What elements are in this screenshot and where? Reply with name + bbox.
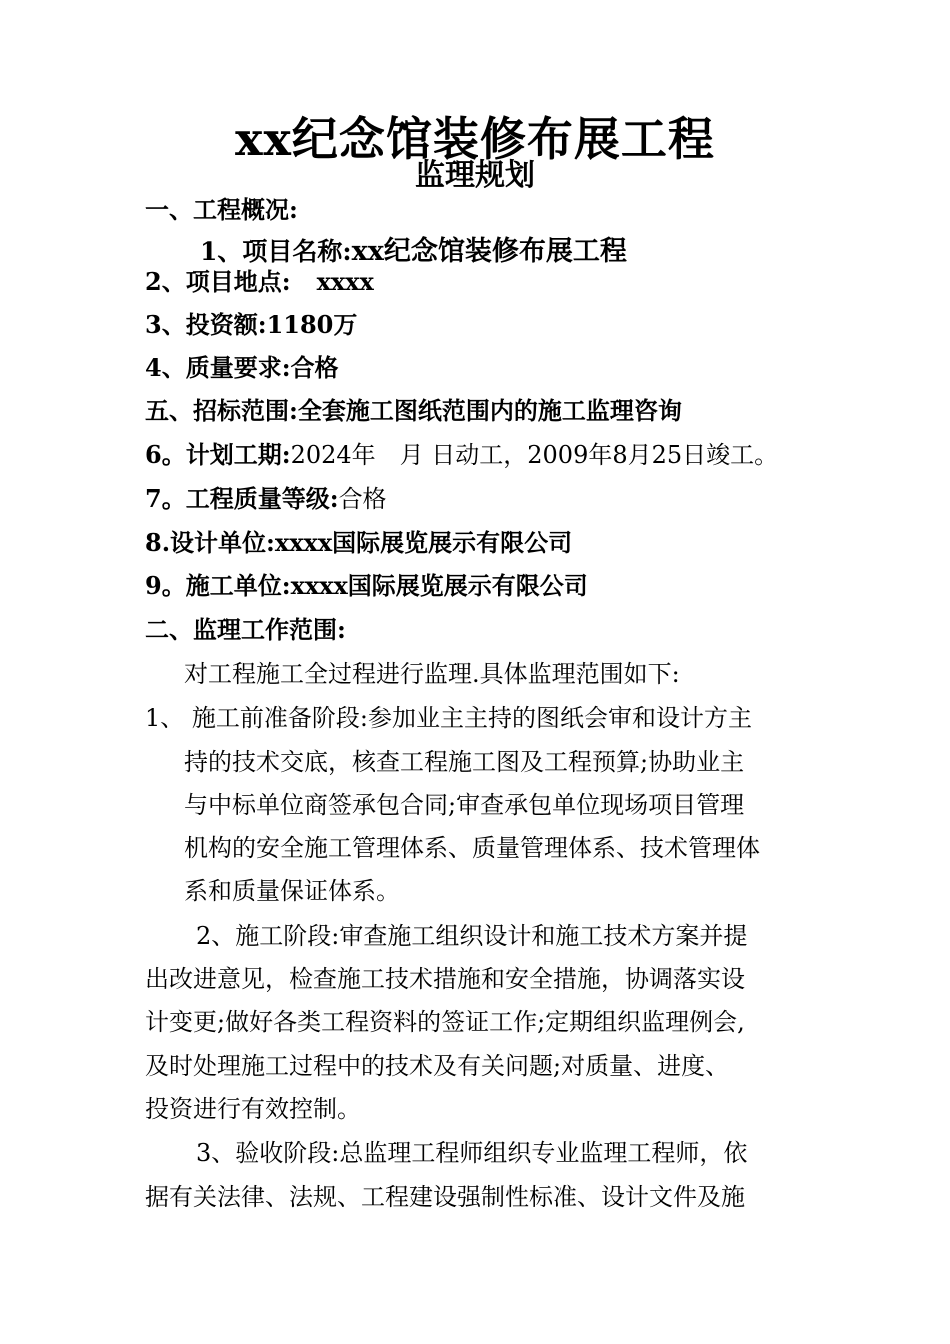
info-row-location xyxy=(145,268,374,297)
stage3-line: 3、验收阶段:总监理工程师组织专业监理工程师，依 xyxy=(196,1139,748,1167)
info-label: 1、项目名称: xyxy=(200,237,352,266)
info-label: 五、招标范围: xyxy=(145,396,298,425)
info-row-schedule xyxy=(145,441,778,470)
info-label: 8.设计单位: xyxy=(145,528,275,557)
info-row-construction-unit xyxy=(145,572,588,601)
stage1-line: 1、 施工前准备阶段:参加业主主持的图纸会审和设计方主 xyxy=(145,704,752,732)
info-value: 合格 xyxy=(338,485,387,513)
stage2-line: 计变更;做好各类工程资料的签证工作;定期组织监理例会, xyxy=(145,1008,745,1036)
stage2-line: 2、施工阶段:审查施工组织设计和施工技术方案并提 xyxy=(196,922,748,950)
info-row-design-unit xyxy=(145,529,572,558)
document-title: xx纪念馆装修布展工程 xyxy=(235,112,715,166)
info-value: xxxx国际展览展示有限公司 xyxy=(274,528,573,557)
info-value: xxxx xyxy=(316,267,374,296)
info-label: 3、投资额: xyxy=(145,310,267,339)
info-value: xx纪念馆装修布展工程 xyxy=(351,236,627,267)
stage1-line: 持的技术交底，核查工程施工图及工程预算;协助业主 xyxy=(184,748,745,776)
info-row-quality-requirement xyxy=(145,354,339,383)
info-row-project-name xyxy=(200,236,627,268)
section-heading-overview: 一、工程概况: xyxy=(145,195,298,224)
info-value: 2024年 月 日动工，2009年8月25日竣工。 xyxy=(290,441,779,469)
info-row-investment xyxy=(145,311,357,340)
info-row-bid-scope xyxy=(145,397,682,426)
stage1-line: 系和质量保证体系。 xyxy=(184,877,400,905)
section-heading-scope: 二、监理工作范围: xyxy=(145,615,346,644)
stage1-line: 机构的安全施工管理体系、质量管理体系、技术管理体 xyxy=(184,834,760,862)
stage2-line: 投资进行有效控制。 xyxy=(145,1095,361,1123)
info-value: 1180万 xyxy=(266,310,358,339)
info-label: 6。计划工期: xyxy=(145,440,291,469)
stage2-line: 出改进意见，检查施工技术措施和安全措施，协调落实设 xyxy=(145,965,745,993)
document-subtitle: 监理规划 xyxy=(415,158,535,193)
stage3-line: 据有关法律、法规、工程建设强制性标准、设计文件及施 xyxy=(145,1183,745,1211)
stage2-line: 及时处理施工过程中的技术及有关问题;对质量、进度、 xyxy=(145,1052,730,1080)
info-value: 合格 xyxy=(290,353,339,382)
info-value: 全套施工图纸范围内的施工监理咨询 xyxy=(297,396,682,425)
info-label: 4、质量要求: xyxy=(145,353,291,382)
info-row-quality-grade xyxy=(145,485,387,514)
info-label: 2、项目地点: xyxy=(145,267,291,296)
info-value: xxxx国际展览展示有限公司 xyxy=(290,571,588,600)
info-label: 7。工程质量等级: xyxy=(145,484,339,513)
scope-intro: 对工程施工全过程进行监理.具体监理范围如下: xyxy=(184,660,680,688)
info-label: 9。施工单位: xyxy=(145,571,291,600)
stage1-line: 与中标单位商签承包合同;审查承包单位现场项目管理 xyxy=(184,791,745,819)
